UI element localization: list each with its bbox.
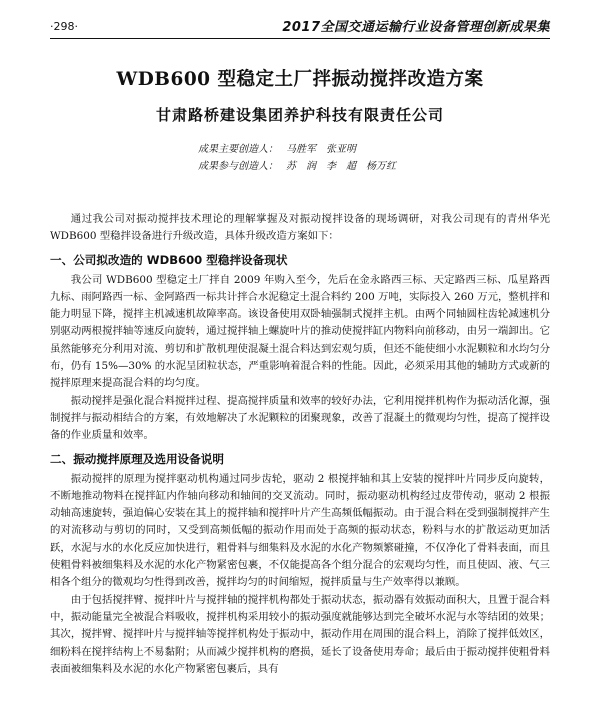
header-rule xyxy=(50,38,550,39)
running-header xyxy=(50,0,550,44)
book-title: 2017全国交通运输行业设备管理创新成果集 xyxy=(282,20,550,35)
section-1-paragraph-2: 振动搅拌是强化混合料搅拌过程、提高搅拌质量和效率的较好办法，它利用搅拌机构作为振动活化源，强制搅拌与振动相结合的方案，有效地解决了水泥颗粒的团聚现象，改善了混凝土的微观均匀性，提高了搅拌设备的作业质量和效率。 xyxy=(50,394,550,442)
participants-label: 成果参与创造人： xyxy=(198,161,278,172)
credits-block xyxy=(50,141,550,175)
organization-name: 甘肃路桥建设集团养护科技有限责任公司 xyxy=(155,106,444,124)
participants-line xyxy=(50,158,550,175)
section-2-paragraph-1: 振动搅拌的原理为搅拌驱动机构通过同步齿轮，驱动 2 根搅拌轴和其上安装的搅拌叶片同步反向旋转，不断地推动物料在搅拌缸内作轴向移动和轴间的交叉流动。同时，振动驱动机构经过皮带传动，驱动 2 根振动轴高速旋转，强迫偏心安装在其上的搅拌轴和搅拌叶片产生高频低幅振动。由于混合料在受到强制搅拌产生的对流移动与剪切的同时，又受到高频低幅的振动作用而处于高频的振动状态，粉料与水的扩散运动更加活跃，水泥与水的水化反应加快进行，粗骨料与细集料及水泥的水化产物频繁碰撞，不仅净化了骨料表面，而且使粗骨料被细集料及水泥的水化产物紧密包裹，不仅能提高各个组分混合的宏观均匀性，而且使固、液、气三相各个组分的微观均匀性得到改善，搅拌均匀的时间缩短，搅拌质量与生产效率得以兼顾。 xyxy=(50,472,550,589)
intro-paragraph: 通过我公司对振动搅拌技术理论的理解掌握及对振动搅拌设备的现场调研，对我公司现有的青州华光 WDB600 型稳拌设备进行升级改造，具体升级改造方案如下： xyxy=(50,213,550,243)
main-creators-line xyxy=(50,141,550,158)
main-creators-label: 成果主要创造人： xyxy=(198,144,278,155)
article-title: WDB600 型稳定土厂拌振动搅拌改造方案 xyxy=(116,69,484,90)
section-2-paragraph-2: 由于包括搅拌臂、搅拌叶片与搅拌轴的搅拌机构都处于振动状态，振动器有效振动面积大，且置于混合料中，振动能量完全被混合料吸收，搅拌机构采用较小的振动强度就能够达到完全破坏水泥与水等结团的效果；其次，搅拌臂、搅拌叶片与搅拌轴等搅拌机构处于振动中，振动作用在周围的混合料上，消除了搅拌低效区，细粉料在搅拌结构上不易黏附；从而减少搅拌机构的磨损，延长了设备使用寿命；最后由于振动搅拌使粗骨料表面被细集料及水泥的水化产物紧密包裹后，具有 xyxy=(50,593,550,675)
section-2 xyxy=(50,451,550,679)
participants-names: 苏 润 李 超 杨万红 xyxy=(286,161,396,172)
page-number: ·298· xyxy=(50,20,78,33)
section-1-heading: 一、公司拟改造的 WDB600 型稳拌设备现状 xyxy=(50,252,288,267)
section-1-paragraph-1: 我公司 WDB600 型稳定土厂拌自 2009 年购入至今，先后在金永路西三标、天定路西三标、瓜星路西九标、雨阿路西一标、金阿路西一标共计拌合水泥稳定土混合料约 200 万吨，实际投入 260 万元，整机拌和能力明显下降，搅拌主机减速机故障率高。该设备使用双卧轴强制式搅拌主机。由两个同轴圆柱齿轮减速机分别驱动两根搅拌轴等速反向旋转，通过搅拌轴上螺旋叶片的推动使搅拌缸内物料向前移动，由另一端卸出。它虽然能够充分利用对流、剪切和扩散机理使混凝土混合料达到宏观匀质，但还不能使细小水泥颗粒和水均匀分布，仍有 15%—30% 的水泥呈团粒状态，严重影响着混合料的性能。因此，必须采用其他的辅助方式或新的搅拌原理来提高混合料的均匀度。 xyxy=(50,273,550,390)
section-2-heading: 二、振动搅拌原理及选用设备说明 xyxy=(50,451,224,466)
main-creators-names: 马胜军 张亚明 xyxy=(286,144,356,155)
section-1 xyxy=(50,252,550,445)
